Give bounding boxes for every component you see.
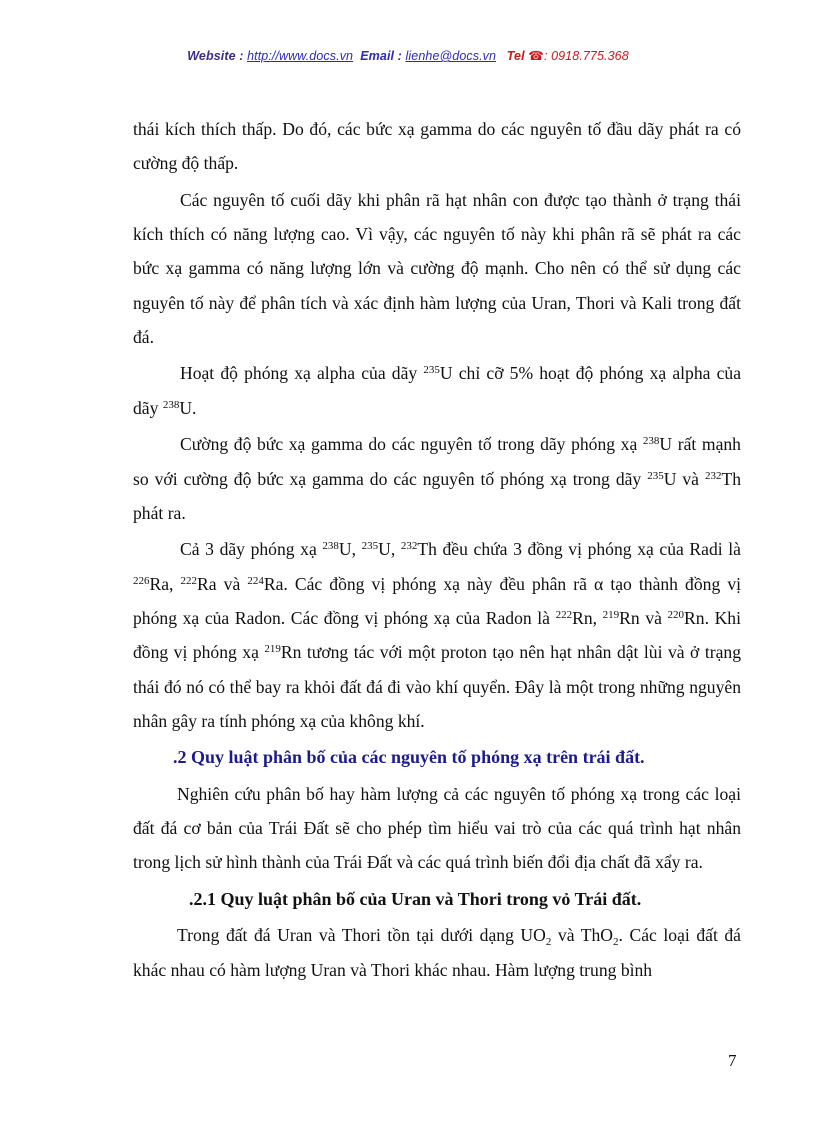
paragraph-7: Trong đất đá Uran và Thori tồn tại dưới dạng $UO_2$ và ThO$_2$. Các loại đất đá khác nhau có hàm lượng Uran và Thori khác nhau. Hàm lượng trung bình [133,925,741,980]
website-link[interactable]: http://www.docs.vn [247,49,354,63]
phone-icon: ☎ [528,49,544,63]
website-label: Website : [187,49,244,63]
page-header [0,48,816,63]
document-body [133,112,741,989]
paragraph-5: Cả 3 dãy phóng xạ $^{238}$U, $^{235}$U, $^{232}$Th đều chứa 3 đồng vị phóng xạ của Radi là $^{226}$Ra, $^{222}$Ra và $^{224}$Ra. Các đồng vị phóng xạ này đều phân rã α tạo thành đồng vị phóng xạ của Radon. Các đồng vị phóng xạ của Radon là $^{222}$Rn, $^{219}$Rn và $^{220}$Rn. Khi đồng vị phóng xạ $^{219}$Rn tương tác với một proton tạo nên hạt nhân dật lùi và ở trạng thái đó nó có thể bay ra khỏi đất đá đi vào khí quyển. Đây là một trong những nguyên nhân gây ra tính phóng xạ của không khí. [133,539,742,731]
tel-label: Tel [506,49,525,63]
section-heading-2-1: .2.1 Quy luật phân bố của Uran và Thori trong vỏ Trái đất. [189,888,642,909]
paragraph-1: thái kích thích thấp. Do đó, các bức xạ gamma do các nguyên tố đầu dãy phát ra có cường độ thấp. [133,119,741,174]
paragraph-2: Các nguyên tố cuối dãy khi phân rã hạt nhân con được tạo thành ở trạng thái kích thích có năng lượng cao. Vì vậy, các nguyên tố này khi phân rã sẽ phát ra các bức xạ gamma có năng lượng lớn và cường độ mạnh. Cho nên có thể sử dụng các nguyên tố này để phân tích và xác định hàm lượng của Uran, Thori và Kali trong đất đá. [133,189,741,347]
paragraph-6: Nghiên cứu phân bố hay hàm lượng cả các nguyên tố phóng xạ trong các loại đất đá cơ bản của Trái Đất sẽ cho phép tìm hiểu vai trò của các quá trình hạt nhân trong lịch sử hình thành của Trái Đất và các quá trình biến đổi địa chất đã xẩy ra. [133,783,741,873]
page-number: 7 [728,1051,737,1070]
tel-value: : 0918.775.368 [543,49,629,63]
section-heading-2: .2 Quy luật phân bố của các nguyên tố phóng xạ trên trái đất. [173,747,645,768]
paragraph-4: Cường độ bức xạ gamma do các nguyên tố trong dãy phóng xạ $^{238}$U rất mạnh so với cường độ bức xạ gamma do các nguyên tố phóng xạ trong dãy $^{235}$U và $^{232}$Th phát ra. [133,434,742,523]
email-separator: : [394,49,402,63]
email-link[interactable]: lienhe@docs.vn [405,49,497,63]
email-label: Email [360,49,395,63]
paragraph-3: Hoạt độ phóng xạ alpha của dãy $^{235}$U chỉ cỡ 5% hoạt độ phóng xạ alpha của dãy $^{238}$U. [133,363,742,418]
